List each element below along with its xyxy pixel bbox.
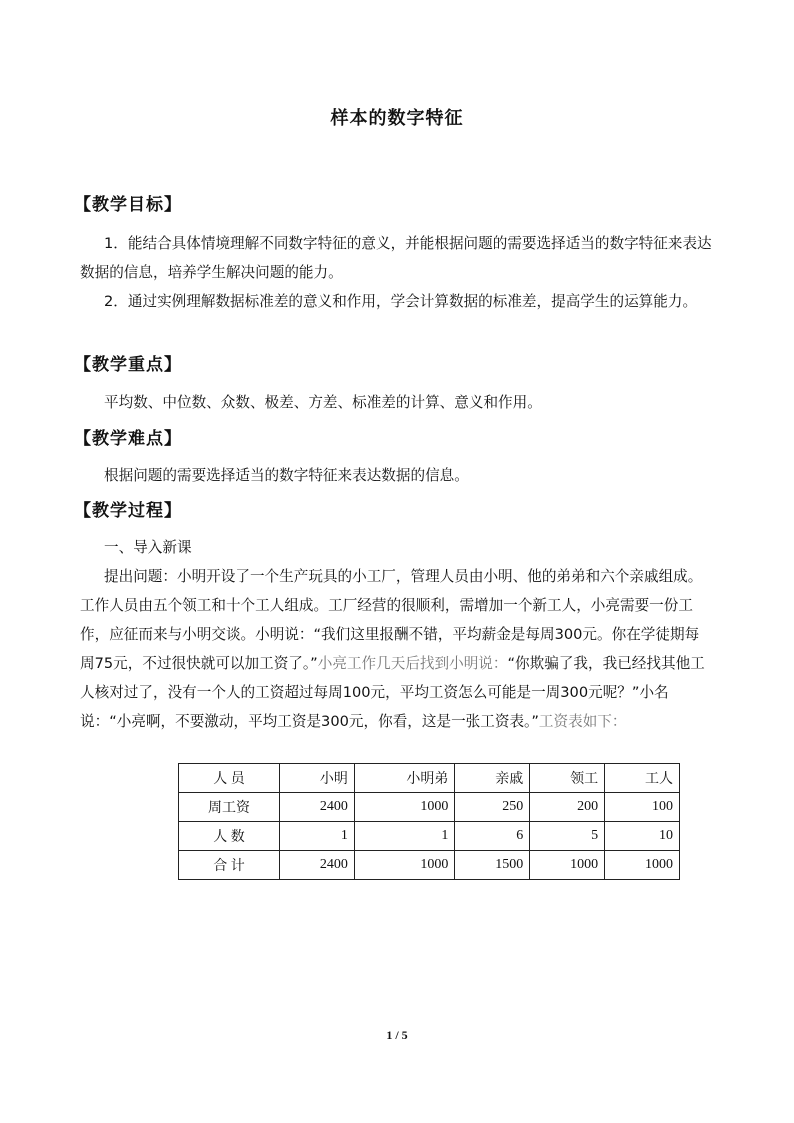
table-cell: 1	[354, 822, 454, 851]
page-number: 1 / 5	[386, 1028, 408, 1042]
table-cell: 1000	[605, 851, 680, 880]
process-paragraph	[80, 562, 712, 736]
table-cell: 5	[530, 822, 605, 851]
table-header-cell: 小明	[280, 764, 355, 793]
heading-teaching-process: 【教学过程】	[74, 501, 182, 521]
story-text-a: 提出问题：小明开设了一个生产玩具的小工厂，管理人员由小明、他的弟弟和六个亲戚组成。工作人员由五个领工和十个工人组成。工厂经营的很顺利，需增加一个新工人，小亮需要一份工作，应征而来与小明交谈。小明说：“我们这里报酬不错，平均薪金是每周300元。你在学徒期每周75元，不过很快就可以加工资了。”	[80, 568, 703, 672]
table-cell: 2400	[280, 793, 355, 822]
story-text-b: 小亮工作几天后找到小明说：	[317, 655, 508, 672]
table-cell: 10	[605, 822, 680, 851]
table-header-cell: 亲戚	[455, 764, 530, 793]
table-row-label: 人 数	[179, 822, 280, 851]
table-row	[179, 851, 680, 880]
table-cell: 100	[605, 793, 680, 822]
process-subheading: 一、导入新课	[104, 539, 192, 556]
table-cell: 1	[280, 822, 355, 851]
goals-paragraph-2: 2．通过实例理解数据标准差的意义和作用，学会计算数据的标准差，提高学生的运算能力。	[104, 293, 698, 310]
table-row	[179, 793, 680, 822]
wage-table	[178, 763, 680, 880]
heading-teaching-focus: 【教学重点】	[74, 355, 182, 375]
table-cell: 2400	[280, 851, 355, 880]
table-header-cell: 小明弟	[354, 764, 454, 793]
table-cell: 200	[530, 793, 605, 822]
heading-teaching-goals: 【教学目标】	[74, 195, 182, 215]
goals-paragraph-1: 1．能结合具体情境理解不同数字特征的意义，并能根据问题的需要选择适当的数字特征来表达数据的信息，培养学生解决问题的能力。	[80, 235, 712, 281]
table-row-label: 周工资	[179, 793, 280, 822]
table-header-cell: 人 员	[179, 764, 280, 793]
difficulty-paragraph: 根据问题的需要选择适当的数字特征来表达数据的信息。	[104, 467, 469, 484]
table-cell: 1000	[354, 851, 454, 880]
table-header-row	[179, 764, 680, 793]
focus-paragraph: 平均数、中位数、众数、极差、方差、标准差的计算、意义和作用。	[104, 394, 542, 411]
table-cell: 1500	[455, 851, 530, 880]
story-text-c: “你欺骗了我，我已经找其他工人核对过了，没有一个人的工资超过每周100元，平均工资怎么可能是一周300元呢？”小名说：“小亮啊，不要激动，平均工资是300元，你看，这是一张工资表。”	[80, 655, 705, 730]
heading-teaching-difficulty: 【教学难点】	[74, 429, 182, 449]
table-cell: 250	[455, 793, 530, 822]
table-row-label: 合 计	[179, 851, 280, 880]
table-cell: 6	[455, 822, 530, 851]
story-text-d: 工资表如下：	[538, 713, 627, 730]
table-cell: 1000	[354, 793, 454, 822]
document-title: 样本的数字特征	[330, 108, 464, 129]
table-cell: 1000	[530, 851, 605, 880]
table-header-cell: 领工	[530, 764, 605, 793]
table-row	[179, 822, 680, 851]
table-header-cell: 工人	[605, 764, 680, 793]
